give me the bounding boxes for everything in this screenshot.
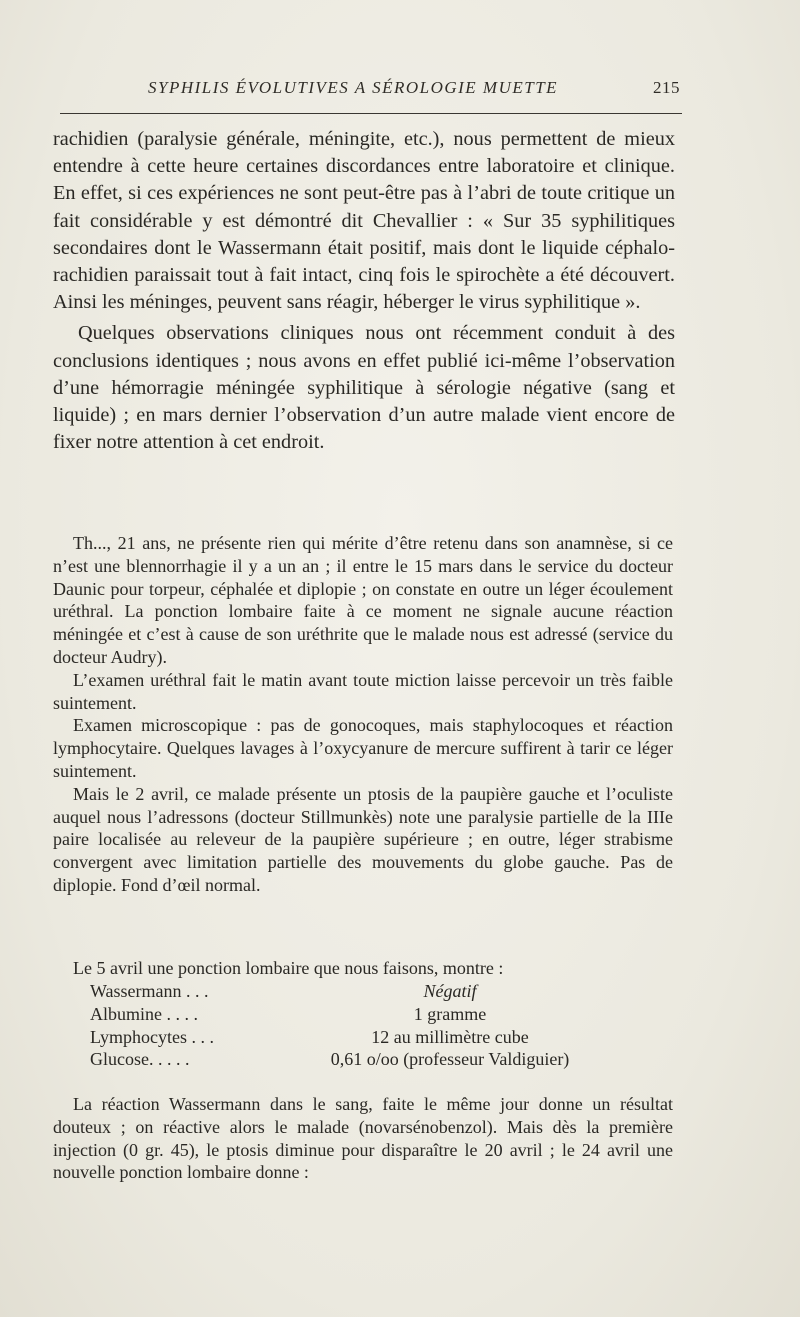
main-text [53,126,675,456]
lab-row [90,1003,650,1026]
lab-row [90,980,650,1003]
lab-label: Lymphocytes . . . [90,1026,214,1047]
case-paragraph: Th..., 21 ans, ne présente rien qui mérite d’être retenu dans son anamnèse, si ce n’est une blennorrhagie il y a un an ; il entre le 15 mars dans le service du docteur Daunic pour torpeur, céphalée et diplopie ; on constate en outre un léger écoulement uréthral. La ponction lombaire faite à ce moment ne signale aucune réaction méningée et c’est à cause de son uréthrite que le malade nous est adressé (service du docteur Audry). [53,533,673,667]
paragraph: rachidien (paralysie générale, méningite, etc.), nous permettent de mieux entendre à cette heure certaines discordances entre laboratoire et clinique. En effet, si ces expériences ne sont peut-être pas à l’abri de toute critique un fait considérable y est démontré dit Chevallier : « Sur 35 syphilitiques secondaires dont le Wassermann était positif, mais dont le liquide céphalo-rachidien paraissait tout à fait intact, cinq fois le spirochète a été découvert. Ainsi les méninges, peuvent sans réagir, héberger le virus syphilitique ». [53,128,675,314]
paragraph: Quelques observations cliniques nous ont récemment conduit à des conclusions identiques ; nous avons en effet publié ici-même l’observation d’une hémorragie méningée syphilitique à sérologie négative (sang et liquide) ; en mars dernier l’observation d’un autre malade vient encore de fixer notre attention à cet endroit. [53,322,675,454]
page-number: 215 [653,78,680,97]
paragraph: La réaction Wassermann dans le sang, faite le même jour donne un résultat douteux ; on réactive alors le malade (novarsénobenzol). Mais dès la première injection (0 gr. 45), le ptosis diminue pour disparaître le 20 avril ; le 24 avril une nouvelle ponction lombaire donne : [53,1094,673,1183]
lab-value: 0,61 o/oo (professeur Valdiguier) [330,1049,570,1070]
lab-results-table [90,980,650,1071]
page-header [60,78,680,104]
lab-row [90,1026,650,1049]
case-paragraph: L’examen uréthral fait le matin avant toute miction laisse percevoir un très faible suintement. [53,669,673,713]
running-title: SYPHILIS ÉVOLUTIVES A SÉROLOGIE MUETTE [148,78,559,97]
lab-value: Négatif [423,981,477,1001]
lab-label: Albumine . . . . [90,1003,198,1024]
lab-value: 12 au millimètre cube [371,1026,529,1047]
lab-intro: Le 5 avril une ponction lombaire que nous faisons, montre : [73,958,504,978]
header-rule [60,113,682,114]
lab-label: Glucose. . . . . [90,1049,190,1070]
lab-row [90,1048,650,1071]
closing-text [53,1093,673,1184]
lab-value: 1 gramme [413,1003,487,1024]
case-report [53,532,673,897]
lab-label: Wassermann . . . [90,981,209,1001]
case-paragraph: Mais le 2 avril, ce malade présente un ptosis de la paupière gauche et l’oculiste auquel nous l’adressons (docteur Stillmunkès) note une paralysie partielle de la IIIe paire localisée au releveur de la paupière supérieure ; en outre, léger strabisme convergent avec limitation partielle des mouvements du globe gauche. Pas de diplopie. Fond d’œil normal. [53,783,673,895]
case-paragraph: Examen microscopique : pas de gonocoques, mais staphylocoques et réaction lymphocytaire. Quelques lavages à l’oxycyanure de mercure suffirent à tarir ce léger suintement. [53,715,673,781]
